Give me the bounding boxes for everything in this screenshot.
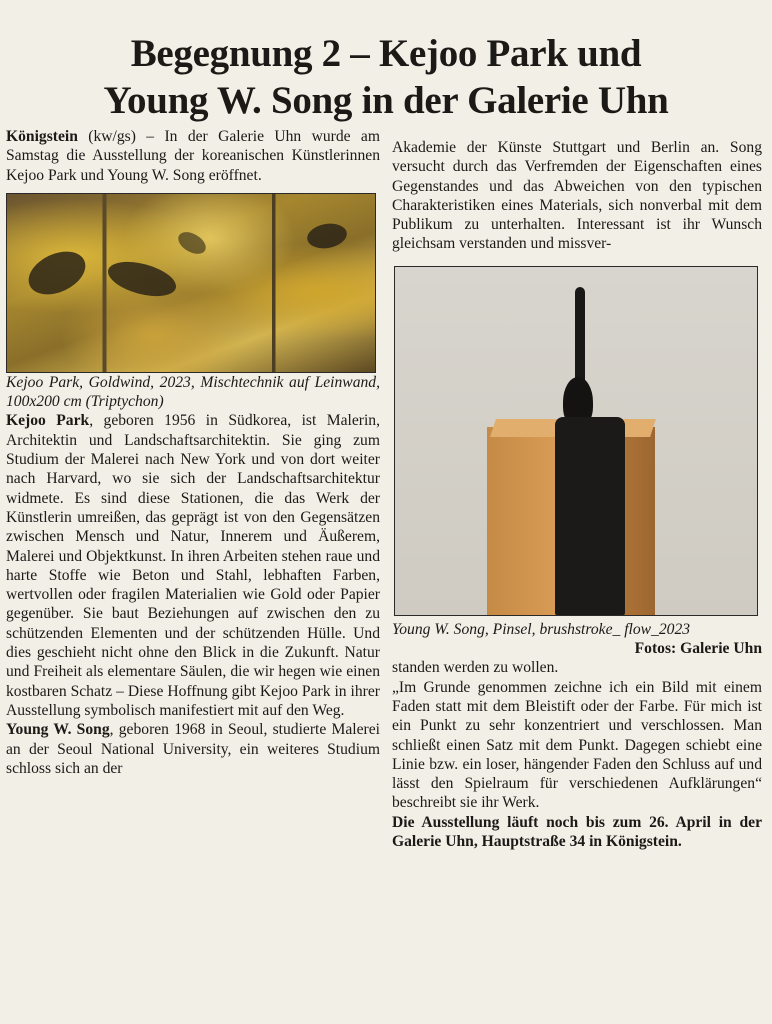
caption-sculpture: Young W. Song, Pinsel, brushstroke_ flow_2023	[392, 620, 691, 638]
headline-line-1: Begegnung 2 – Kejoo Park und	[130, 32, 642, 75]
headline-line-2: Young W. Song in der Galerie Uhn	[103, 79, 669, 122]
photo-credit: Fotos: Galerie Uhn	[634, 640, 762, 658]
lead-paragraph	[6, 127, 380, 185]
park-biography	[6, 411, 380, 720]
lead-text: (kw/gs) – In der Galerie Uhn wurde am Samstag die Ausstellung der koreanischen Künstlerinnen Kejoo Park und Young W. Song eröffnet.	[6, 128, 380, 184]
artist-quote: „Im Grunde genommen zeichne ich ein Bild mit einem Faden statt mit dem Bleistift oder der Farbe. Für mich ist ein Punkt zu sehr konzentriert und verschlossen. Man schließt einen Satz mit dem Punkt. Dagegen schiebt eine Linie bzw. ein loser, hängender Faden den Schluss auf und lässt den Spielraum für verschiedenen Aufklärungen“ beschreibt sie ihr Werk.	[392, 678, 762, 812]
song-text: , geboren 1968 in Seoul, studierte Malerei an der Seoul National University, ein weiteres Studium schloss sich an der	[6, 721, 380, 777]
right-column	[392, 138, 762, 851]
park-name: Kejoo Park	[6, 412, 90, 430]
sculpture-image-brushstroke	[394, 266, 758, 616]
painting-image-goldwind	[6, 193, 376, 373]
headline	[0, 30, 772, 124]
park-text: , geboren 1956 in Südkorea, ist Malerin, Architektin und Landschaftsarchitektin. Sie ging zum Studium der Malerei nach New York und von dort weiter nach Harvard, wo sie sich der Landschaftsarchitektur widmete. Es sind diese Stationen, die das Werk der Künstlerin umreißen, das geprägt ist von den Gegensätzen zwischen Mensch und Natur, Innerem und Äußerem, Malerei und Objektkunst. In ihren Arbeiten stehen raue und harte Stoffe wie Beton und Stahl, lebhaften Farben, wertvollen oder fragilen Materialien wie Gold oder Papier gegenüber. Sie baut Beziehungen auf zwischen den zu schützenden Elementen und der schützenden Hülle. Und dies geschieht nicht ohne den Blick in die Zukunft. Natur und Freiheit als elementare Säulen, die wir hegen wie einen kostbaren Schatz – Diese Hoffnung gibt Kejoo Park in ihrer Ausstellung symbolisch manifestiert mit auf den Weg.	[6, 412, 380, 719]
dateline: Königstein	[6, 128, 78, 145]
song-name: Young W. Song	[6, 721, 110, 739]
song-biography	[6, 720, 380, 778]
exhibition-info: Die Ausstellung läuft noch bis zum 26. April in der Galerie Uhn, Hauptstraße 34 in Königstein.	[392, 813, 762, 851]
song-continuation-2: standen werden zu wollen.	[392, 659, 559, 677]
left-column	[6, 127, 380, 778]
song-continuation: Akademie der Künste Stuttgart und Berlin an. Song versucht durch das Verfremden der Eigenschaften eines Gegenstandes und das Abweichen von den typischen Charakteristiken eines Materials, sich nonverbal mit dem Publikum zu unterhalten. Interessant ist ihr Wunsch gleichsam verstanden und missver-	[392, 139, 762, 253]
caption-painting: Kejoo Park, Goldwind, 2023, Mischtechnik auf Leinwand, 100x200 cm (Triptychon)	[6, 373, 380, 411]
